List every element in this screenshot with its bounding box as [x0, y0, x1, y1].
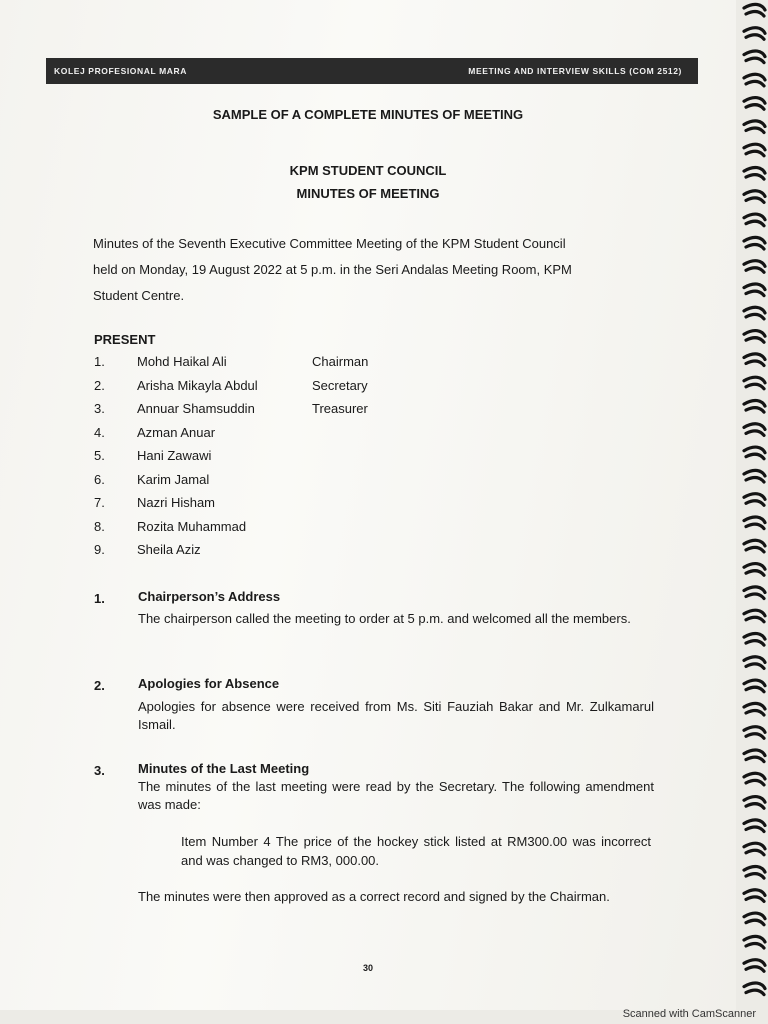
- item-title-apologies: Apologies for Absence: [138, 676, 280, 691]
- present-row: [94, 354, 654, 378]
- item-number: 3.: [94, 763, 105, 778]
- present-name: Karim Jamal: [137, 471, 210, 487]
- spiral-coil: [744, 587, 765, 599]
- present-name: Mohd Haikal Ali: [137, 354, 227, 369]
- spiral-coil: [744, 936, 765, 948]
- present-row: [94, 519, 654, 543]
- spiral-binding: [740, 0, 768, 1010]
- present-role: Chairman: [312, 354, 369, 369]
- item-body-apologies: Apologies for absence were received from Ms. Siti Fauziah Bakar and Mr. Zulkamarul Ismail.: [138, 699, 654, 732]
- spiral-coil: [744, 4, 765, 16]
- spiral-coil: [744, 820, 765, 832]
- present-name: Hani Zawawi: [137, 448, 212, 463]
- present-heading: PRESENT: [94, 332, 156, 347]
- spiral-coil: [744, 517, 765, 529]
- present-number: 8.: [94, 518, 105, 534]
- spiral-coil: [744, 447, 765, 459]
- header-college-name: KOLEJ PROFESIONAL MARA: [54, 66, 187, 76]
- present-row: [94, 495, 654, 519]
- minutes-title: MINUTES OF MEETING: [296, 186, 440, 201]
- page-number: 30: [362, 963, 373, 973]
- spiral-coil: [744, 144, 765, 156]
- spiral-coil: [744, 657, 765, 669]
- item-title-chairperson-address: Chairperson’s Address: [138, 589, 281, 604]
- present-name: Azman Anuar: [137, 424, 216, 440]
- present-list: [94, 354, 654, 566]
- item-body-last-minutes: The minutes of the last meeting were read by the Secretary. The following amendment was made:: [138, 779, 654, 812]
- present-number: 7.: [94, 495, 105, 510]
- document-title: SAMPLE OF A COMPLETE MINUTES OF MEETING: [212, 107, 524, 122]
- spiral-coil: [744, 797, 765, 809]
- spiral-coil: [744, 866, 765, 878]
- spiral-coil: [744, 237, 765, 249]
- present-number: 9.: [94, 542, 105, 557]
- spiral-coil: [744, 167, 765, 179]
- item-number: 1.: [94, 591, 105, 606]
- present-role: Treasurer: [312, 401, 368, 416]
- intro-paragraph: [93, 231, 653, 309]
- spiral-coil: [744, 727, 765, 739]
- present-row: [94, 425, 654, 449]
- council-title: KPM STUDENT COUNCIL: [289, 163, 447, 178]
- spiral-coil: [744, 750, 765, 762]
- scanner-watermark: Scanned with CamScanner: [622, 1008, 756, 1020]
- present-row: [94, 472, 654, 496]
- spiral-coil: [744, 424, 765, 436]
- present-name: Annuar Shamsuddin: [137, 401, 255, 416]
- present-name: Arisha Mikayla Abdul: [137, 377, 258, 393]
- intro-line: held on Monday, 19 August 2022 at 5 p.m. in the Seri Andalas Meeting Room, KPM: [93, 262, 572, 277]
- spiral-coil: [744, 307, 765, 319]
- spiral-coil: [744, 261, 765, 273]
- spiral-coil: [744, 51, 765, 63]
- present-name: Rozita Muhammad: [137, 518, 247, 534]
- spiral-coil: [744, 703, 765, 715]
- spiral-coil: [744, 633, 765, 645]
- spiral-coil: [744, 680, 765, 692]
- present-name: Sheila Aziz: [137, 542, 201, 557]
- present-number: 2.: [94, 377, 105, 393]
- spiral-coil: [744, 400, 765, 412]
- spiral-coil: [744, 890, 765, 902]
- present-name: Nazri Hisham: [137, 495, 216, 510]
- header-course-name: MEETING AND INTERVIEW SKILLS (COM 2512): [468, 66, 682, 76]
- spiral-coil: [744, 214, 765, 226]
- intro-line: Student Centre.: [93, 288, 185, 303]
- present-row: [94, 448, 654, 472]
- spiral-coil: [744, 354, 765, 366]
- spiral-coil: [744, 121, 765, 133]
- present-row: [94, 378, 654, 402]
- spiral-coil: [744, 960, 765, 972]
- present-row: [94, 542, 654, 566]
- amendment-text: Item Number 4 The price of the hockey stick listed at RM300.00 was incorrect and was changed to RM3, 000.00.: [181, 834, 651, 868]
- present-row: [94, 401, 654, 425]
- spiral-coil: [744, 470, 765, 482]
- spiral-coil: [744, 331, 765, 343]
- item-body-chairperson-address: The chairperson called the meeting to order at 5 p.m. and welcomed all the members.: [138, 611, 631, 626]
- spiral-coil: [744, 773, 765, 785]
- present-number: 5.: [94, 448, 105, 463]
- item-title-last-minutes: Minutes of the Last Meeting: [138, 761, 310, 776]
- spiral-coil: [744, 28, 765, 40]
- present-number: 1.: [94, 354, 105, 369]
- approval-text: The minutes were then approved as a correct record and signed by the Chairman.: [138, 889, 610, 904]
- header-band: [46, 58, 698, 84]
- spiral-coil: [744, 540, 765, 552]
- spiral-coil: [744, 377, 765, 389]
- present-number: 3.: [94, 401, 105, 416]
- spiral-coil: [744, 610, 765, 622]
- present-role: Secretary: [312, 377, 368, 393]
- intro-line: Minutes of the Seventh Executive Committee Meeting of the KPM Student Council: [93, 236, 566, 251]
- spiral-coil: [744, 98, 765, 110]
- spiral-coil: [744, 494, 765, 506]
- present-number: 6.: [94, 471, 105, 487]
- spiral-coil: [744, 843, 765, 855]
- present-number: 4.: [94, 424, 105, 440]
- spiral-coil: [744, 913, 765, 925]
- spiral-coil: [744, 191, 765, 203]
- spiral-coil: [744, 74, 765, 86]
- spiral-coil: [744, 284, 765, 296]
- spiral-coil: [744, 983, 765, 995]
- spiral-coil: [744, 564, 765, 576]
- item-number: 2.: [94, 678, 105, 693]
